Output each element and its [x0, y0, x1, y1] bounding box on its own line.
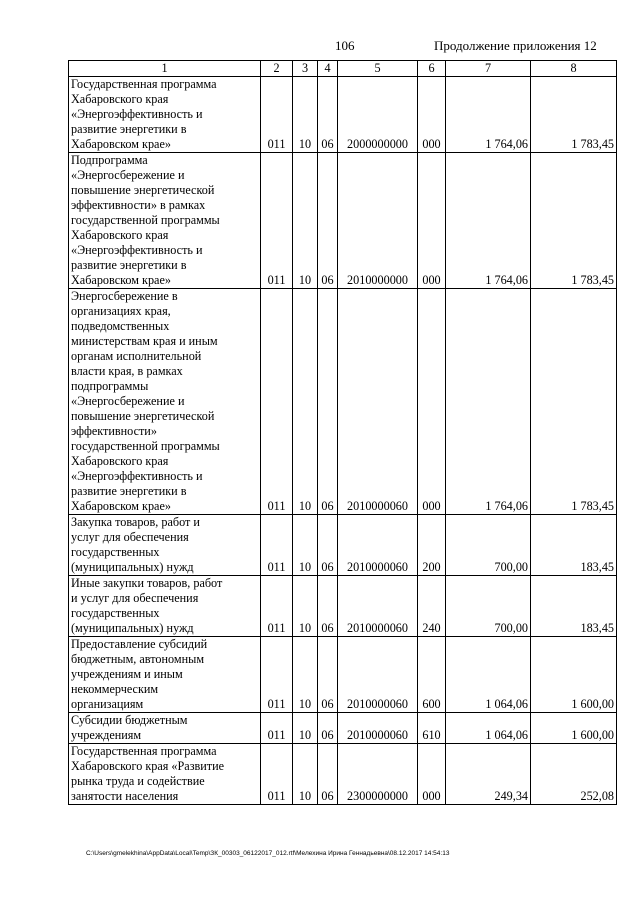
expense-type-code: 000 — [418, 289, 446, 515]
budget-table — [68, 60, 617, 805]
section-code: 10 — [293, 713, 318, 744]
ministry-code: 011 — [261, 637, 293, 713]
column-header: 5 — [338, 61, 418, 77]
column-header: 1 — [69, 61, 261, 77]
target-article-code: 2010000060 — [338, 576, 418, 637]
subsection-code: 06 — [318, 77, 338, 153]
item-name: Иные закупки товаров, работ и услуг для обеспечения государственных (муниципальных) нужд — [69, 576, 261, 637]
amount-year-2: 1 783,45 — [531, 289, 617, 515]
amount-year-2: 183,45 — [531, 576, 617, 637]
column-header: 4 — [318, 61, 338, 77]
column-header: 6 — [418, 61, 446, 77]
column-header-row — [69, 61, 617, 77]
section-code: 10 — [293, 289, 318, 515]
amount-year-2: 1 600,00 — [531, 637, 617, 713]
amount-year-1: 1 064,06 — [446, 713, 531, 744]
amount-year-2: 252,08 — [531, 744, 617, 805]
subsection-code: 06 — [318, 289, 338, 515]
table-row — [69, 576, 617, 637]
item-name: Субсидии бюджетным учреждениям — [69, 713, 261, 744]
page-number: 106 — [335, 38, 355, 53]
column-header: 2 — [261, 61, 293, 77]
table-row — [69, 744, 617, 805]
target-article-code: 2010000000 — [338, 153, 418, 289]
column-header: 7 — [446, 61, 531, 77]
document-path-footer: C:\Users\gmelekhina\AppData\Local\Temp\ЗК_00303_06122017_012.rtf\Мелехина Ирина Геннадьевна\08.12.2017 14:54:13 — [86, 850, 450, 857]
ministry-code: 011 — [261, 576, 293, 637]
column-header: 3 — [293, 61, 318, 77]
section-code: 10 — [293, 637, 318, 713]
amount-year-1: 1 764,06 — [446, 77, 531, 153]
item-name: Закупка товаров, работ и услуг для обеспечения государственных (муниципальных) нужд — [69, 515, 261, 576]
expense-type-code: 240 — [418, 576, 446, 637]
item-name: Подпрограмма «Энергосбережение и повышение энергетической эффективности» в рамках государственной программы Хабаровского края «Энергоэффективность и развитие энергетики в Хабаровском крае» — [69, 153, 261, 289]
amount-year-2: 183,45 — [531, 515, 617, 576]
target-article-code: 2010000060 — [338, 515, 418, 576]
target-article-code: 2010000060 — [338, 713, 418, 744]
target-article-code: 2000000000 — [338, 77, 418, 153]
amount-year-1: 1 764,06 — [446, 289, 531, 515]
column-header: 8 — [531, 61, 617, 77]
table-row — [69, 637, 617, 713]
section-code: 10 — [293, 77, 318, 153]
table-row — [69, 153, 617, 289]
ministry-code: 011 — [261, 153, 293, 289]
continuation-heading: Продолжение приложения 12 — [434, 38, 597, 53]
subsection-code: 06 — [318, 713, 338, 744]
item-name: Энергосбережение в организациях края, подведомственных министерствам края и иным органам исполнительной власти края, в рамках подпрограммы «Энергосбережение и повышение энергетической эффективности» государственной программы Хабаровского края «Энергоэффективность и развитие энергетики в Хабаровском крае» — [69, 289, 261, 515]
item-name: Государственная программа Хабаровского края «Энергоэффективность и развитие энергетики в Хабаровском крае» — [69, 77, 261, 153]
amount-year-1: 249,34 — [446, 744, 531, 805]
expense-type-code: 600 — [418, 637, 446, 713]
expense-type-code: 200 — [418, 515, 446, 576]
item-name: Предоставление субсидий бюджетным, автономным учреждениям и иным некоммерческим организациям — [69, 637, 261, 713]
expense-type-code: 000 — [418, 744, 446, 805]
ministry-code: 011 — [261, 515, 293, 576]
ministry-code: 011 — [261, 744, 293, 805]
section-code: 10 — [293, 744, 318, 805]
subsection-code: 06 — [318, 153, 338, 289]
item-name: Государственная программа Хабаровского края «Развитие рынка труда и содействие занятости населения — [69, 744, 261, 805]
amount-year-2: 1 783,45 — [531, 77, 617, 153]
subsection-code: 06 — [318, 637, 338, 713]
subsection-code: 06 — [318, 576, 338, 637]
target-article-code: 2300000000 — [338, 744, 418, 805]
ministry-code: 011 — [261, 77, 293, 153]
section-code: 10 — [293, 576, 318, 637]
amount-year-2: 1 783,45 — [531, 153, 617, 289]
table-row — [69, 515, 617, 576]
ministry-code: 011 — [261, 289, 293, 515]
amount-year-1: 1 764,06 — [446, 153, 531, 289]
subsection-code: 06 — [318, 744, 338, 805]
amount-year-1: 700,00 — [446, 576, 531, 637]
subsection-code: 06 — [318, 515, 338, 576]
expense-type-code: 000 — [418, 77, 446, 153]
section-code: 10 — [293, 153, 318, 289]
amount-year-2: 1 600,00 — [531, 713, 617, 744]
target-article-code: 2010000060 — [338, 289, 418, 515]
target-article-code: 2010000060 — [338, 637, 418, 713]
table-row — [69, 713, 617, 744]
table-row — [69, 289, 617, 515]
ministry-code: 011 — [261, 713, 293, 744]
expense-type-code: 610 — [418, 713, 446, 744]
amount-year-1: 1 064,06 — [446, 637, 531, 713]
amount-year-1: 700,00 — [446, 515, 531, 576]
table-row — [69, 77, 617, 153]
expense-type-code: 000 — [418, 153, 446, 289]
section-code: 10 — [293, 515, 318, 576]
